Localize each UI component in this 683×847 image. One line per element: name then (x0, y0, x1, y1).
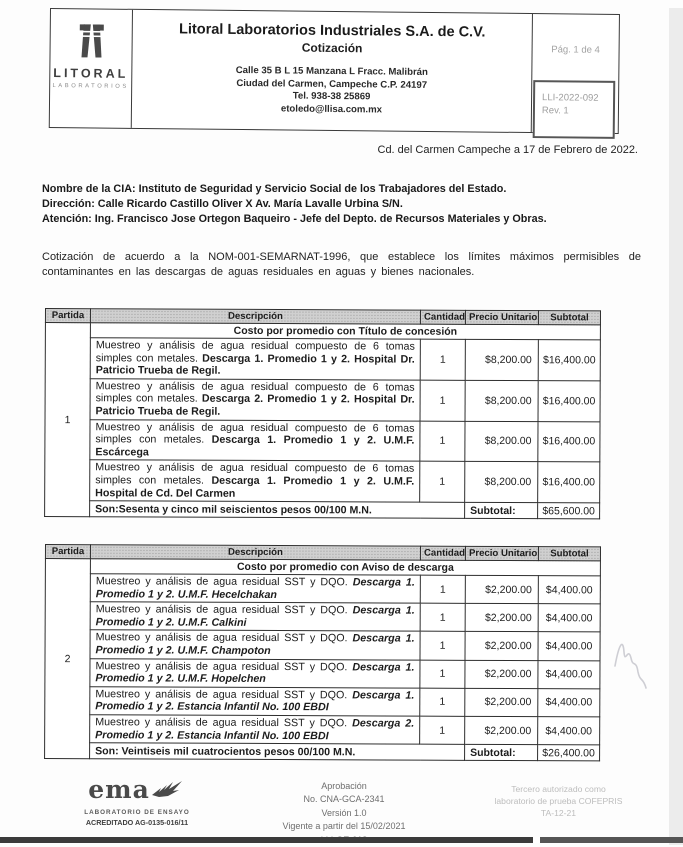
amount-in-words: Son: Veintiseis mil cuatrocientos pesos 00/100 M.N. (90, 742, 465, 760)
row-subtotal: $16,400.00 (538, 462, 600, 503)
desc-bold-text: Descarga 2. Promedio 1 y 2. Hospital Dr. Patricio Trueba de Regil. (95, 393, 415, 419)
table2-section-row (45, 558, 600, 575)
row-description (90, 630, 420, 660)
table-row (45, 338, 600, 381)
row-precio: $2,200.00 (465, 659, 538, 688)
row-description (90, 573, 420, 603)
row-description (90, 714, 420, 744)
doc-revision: Rev. 1 (541, 105, 569, 117)
row-precio: $2,200.00 (465, 716, 538, 745)
row-cantidad: 1 (420, 575, 465, 603)
row-subtotal: $4,400.00 (538, 716, 600, 744)
section-title: Costo por promedio con Aviso de descarga (90, 558, 600, 575)
table-row (45, 573, 600, 604)
row-description (90, 338, 420, 380)
client-block (42, 182, 643, 226)
tercero-line-2: laboratorio de prueba COFEPRIS (494, 795, 623, 806)
row-subtotal: $4,400.00 (538, 688, 600, 716)
ema-line-2: ACREDITADO AG-0135-016/11 (85, 817, 189, 827)
desc-bold-italic-text: Descarga 1. Promedio 1 y 2. U.M.F. Calkini (95, 604, 415, 629)
row-cantidad: 1 (420, 421, 465, 462)
row-description (90, 658, 420, 688)
row-description (90, 420, 420, 462)
company-title: Litoral Laboratorios Industriales S.A. de C.V. (178, 21, 486, 41)
col-header-cantidad: Cantidad (420, 546, 465, 560)
partida-number: 2 (45, 558, 91, 758)
logo-subtitle: LABORATORIOS (52, 83, 129, 90)
desc-text: Muestreo y análisis de agua residual SST y DQO. (95, 574, 348, 588)
desc-bold-italic-text: Descarga 1. Promedio 1 y 2. Estancia Infantil No. 100 EBDI (95, 688, 415, 714)
row-precio: $8,200.00 (465, 421, 538, 462)
col-header-cantidad: Cantidad (420, 311, 465, 325)
row-precio: $2,200.00 (465, 688, 538, 717)
approval-line-3: Versión 1.0 (321, 807, 367, 818)
ema-line-1: LABORATORIO DE ENSAYO (84, 808, 190, 816)
ema-eagle-icon (150, 779, 186, 806)
desc-text: Muestreo y análisis de agua residual SST y DQO. (95, 602, 348, 617)
address-line-2: Ciudad del Carmen, Campeche C.P. 24197 (236, 77, 428, 91)
row-subtotal: $16,400.00 (538, 340, 600, 381)
row-subtotal: $16,400.00 (538, 381, 600, 422)
row-subtotal: $16,400.00 (538, 422, 600, 463)
document-type: Cotización (301, 40, 363, 56)
subtotal-label: Subtotal: (465, 503, 538, 519)
row-cantidad: 1 (420, 340, 465, 381)
table-row (45, 601, 600, 632)
col-header-precio: Precio Unitario (465, 311, 538, 325)
row-description (90, 460, 420, 502)
table-row (45, 460, 600, 503)
address-line-1: Calle 35 B L 15 Manzana L Fracc. Malibrán (235, 64, 428, 78)
intro-paragraph: Cotización de acuerdo a la NOM-001-SEMARNAT-1996, que establece los límites máximos permisibles de contaminantes en las descargas de aguas residuales en aguas y bienes nacionales. (42, 251, 641, 279)
scan-edge-bottom-light (540, 837, 683, 843)
row-description (90, 379, 420, 421)
table-row (45, 686, 600, 717)
client-name-line: Nombre de la CIA: Instituto de Seguridad y Servicio Social de los Trabajadores del Estado. (42, 183, 507, 195)
document-header (49, 8, 620, 134)
page-number: Pág. 1 de 4 (551, 44, 600, 56)
tercero-line-3: TA-12-21 (540, 807, 577, 818)
tercero-line-1: Tercero autorizado como (511, 783, 606, 794)
ema-logo: ema (88, 774, 150, 804)
desc-text: Muestreo y análisis de agua residual compuesto de 6 tomas simples con metales. (95, 461, 415, 488)
doc-code-box (533, 80, 616, 139)
approval-line-1: Aprobación (321, 780, 367, 791)
row-subtotal: $4,400.00 (538, 603, 600, 631)
desc-bold-text: Descarga 1. Promedio 1 y 2. Hospital Dr. Patricio Trueba de Regil. (95, 352, 415, 378)
handwritten-mark (610, 634, 656, 701)
desc-text: Muestreo y análisis de agua residual SST y DQO. (95, 631, 348, 645)
desc-bold-italic-text: Descarga 1. Promedio 1 y 2. U.M.F. Hopelchen (95, 660, 415, 685)
col-header-descripcion: Descripción (90, 309, 420, 324)
row-precio: $2,200.00 (465, 575, 538, 604)
row-cantidad: 1 (420, 631, 465, 659)
desc-bold-text: Descarga 1. Promedio 1 y 2. U.M.F. Escárcega (95, 434, 415, 459)
subtotal-value: $26,400.00 (538, 744, 600, 760)
address-line-4: etoledo@llisa.com.mx (280, 102, 383, 115)
col-header-descripcion: Descripción (90, 544, 420, 559)
table-row (45, 714, 600, 745)
litoral-pillars-icon (70, 21, 112, 64)
row-subtotal: $4,400.00 (538, 575, 600, 603)
litoral-logo (50, 9, 133, 128)
col-header-partida: Partida (45, 544, 90, 558)
subtotal-value: $65,600.00 (538, 503, 600, 519)
table-row (45, 658, 600, 689)
row-cantidad: 1 (420, 716, 465, 744)
row-precio: $8,200.00 (465, 340, 538, 381)
table2-total-row (45, 742, 600, 760)
desc-text: Muestreo y análisis de agua residual SST y DQO. (95, 715, 348, 729)
amount-in-words: Son:Sesenta y cinco mil seiscientos pesos 00/100 M.N. (90, 501, 465, 519)
logo-name: LITORAL (53, 66, 129, 81)
doc-code: LLI-2022-092 (542, 92, 599, 104)
col-header-subtotal: Subtotal (538, 311, 600, 325)
row-precio: $2,200.00 (465, 603, 538, 632)
row-description (90, 686, 420, 716)
desc-bold-italic-text: Descarga 2. Promedio 1 y 2. Estancia Infantil No. 100 EBDI (95, 716, 415, 742)
col-header-partida: Partida (45, 309, 90, 323)
address-line-3: Tel. 938-38 25869 (292, 90, 371, 103)
row-cantidad: 1 (420, 380, 465, 421)
row-description (90, 601, 420, 631)
row-precio: $8,200.00 (465, 462, 538, 503)
partida-number: 1 (45, 323, 91, 517)
row-precio: $8,200.00 (465, 381, 538, 422)
client-attention-line: Atención: Ing. Francisco Jose Ortegon Baqueiro - Jefe del Depto. de Recursos Materiales y Obras. (42, 212, 547, 225)
row-subtotal: $4,400.00 (538, 632, 600, 660)
desc-text: Muestreo y análisis de agua residual compuesto de 6 tomas simples con metales. (95, 380, 415, 406)
date-line: Cd. del Carmen Campeche a 17 de Febrero de 2022. (377, 144, 638, 156)
table-row (45, 419, 600, 462)
table1-total-row (45, 501, 600, 519)
col-header-precio: Precio Unitario (465, 546, 538, 560)
desc-text: Muestreo y análisis de agua residual SST y DQO. (95, 659, 348, 673)
approval-line-2: No. CNA-GCA-2341 (303, 794, 385, 805)
scanned-quotation-page (0, 8, 683, 847)
desc-text: Muestreo y análisis de agua residual compuesto de 6 tomas simples con metales. (95, 421, 415, 447)
row-subtotal: $4,400.00 (538, 660, 600, 688)
desc-text: Muestreo y análisis de agua residual compuesto de 6 tomas simples con metales. (95, 339, 415, 365)
row-precio: $2,200.00 (465, 631, 538, 660)
scan-edge-right (669, 8, 683, 845)
scan-edge-bottom-notch (533, 837, 540, 843)
company-address (132, 64, 532, 118)
section-title: Costo por promedio con Título de concesión (90, 323, 600, 340)
subtotal-label: Subtotal: (465, 744, 538, 760)
row-cantidad: 1 (420, 462, 465, 503)
desc-bold-italic-text: Descarga 1. Promedio 1 y 2. U.M.F. Hecelchakan (95, 575, 415, 601)
row-cantidad: 1 (420, 603, 465, 631)
desc-text: Muestreo y análisis de agua residual SST y DQO. (95, 687, 348, 701)
client-address-line: Dirección: Calle Ricardo Castillo Oliver X Av. María Lavalle Urbina S/N. (42, 197, 403, 210)
desc-bold-italic-text: Descarga 1. Promedio 1 y 2. U.M.F. Champoton (95, 632, 415, 657)
quote-table-partida-1 (44, 308, 601, 520)
table-row (45, 379, 600, 422)
col-header-subtotal: Subtotal (538, 546, 600, 560)
approval-line-4: Vigente a partir del 15/02/2021 (282, 821, 406, 832)
row-cantidad: 1 (420, 687, 465, 715)
quote-table-partida-2 (44, 544, 601, 762)
row-cantidad: 1 (420, 659, 465, 687)
table-row (45, 629, 600, 660)
desc-bold-text: Descarga 1. Promedio 1 y 2. U.M.F. Hospital de Cd. Del Carmen (95, 475, 415, 500)
